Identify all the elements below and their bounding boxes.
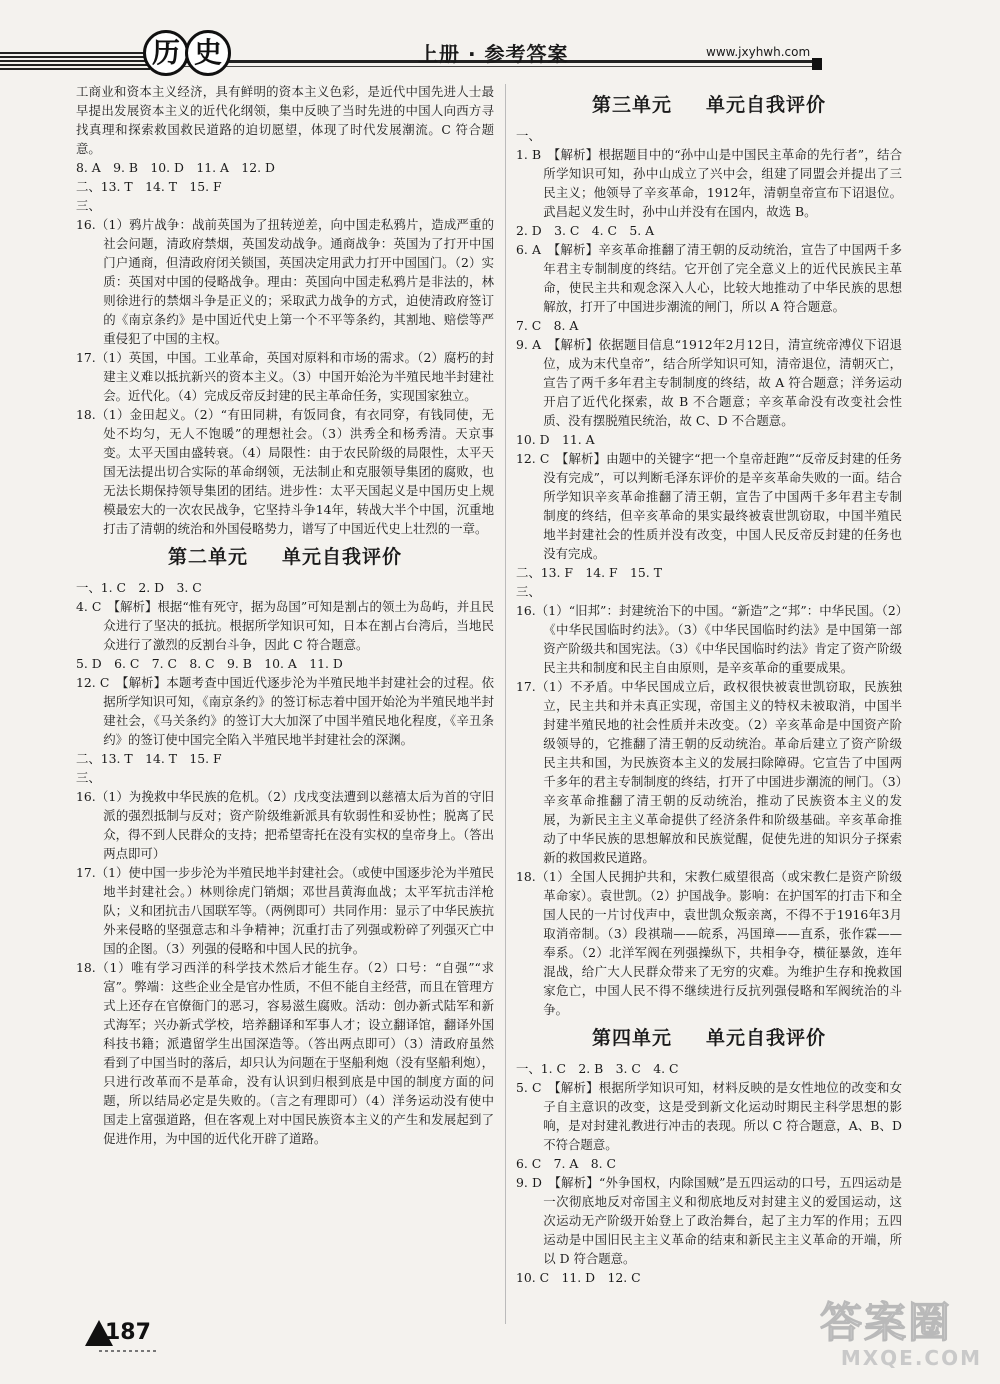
answer-line: 二、13. T 14. T 15. F (76, 179, 222, 194)
answer-item: 18.（1）金田起义。（2）“有田同耕，有饭同食，有衣同穿，有钱同使，无处不均匀，无人不饱暖”的理想社会。（3）洪秀全和杨秀清。天京事变。太平天国由盛转衰。（4）局限性：由于农民阶级的局限性，太平天国无法提出切合实际的革命纲领，无法制止和克服领导集团的腐败，也无法长期保持领导集团的团结。进步性：太平天国起义是中国历史上规模最宏大的一次农民战争，它坚持斗争14年，转战大半个中国，沉重地打击了清朝的统治和外国侵略势力，谱写了中国近代史上壮烈的一章。 (76, 407, 494, 536)
answer-item: 9. A 【解析】依据题目信息“1912年2月12日，清宣统帝溥仪下诏退位，成为末代皇帝”，结合所学知识可知，清帝退位，清朝灭亡，宣告了两千多年君主专制制度的终结，故 A 符合题意；洋务运动开启了近代化探索，故 B 不合题意；辛亥革命没有改变社会性质、没有摆脱殖民统治，故 C、D 不合题意。 (516, 337, 902, 428)
intro-paragraph: 工商业和资本主义经济，具有鲜明的资本主义色彩，是近代中国先进人士最早提出发展资本主义的近代化纲领，集中反映了当时先进的中国人向西方寻找真理和探索救国救民道路的迫切愿望，体现了时代发展潮流。C 符合题意。 (76, 84, 494, 156)
answer-line: 一、1. C 2. D 3. C (76, 580, 202, 595)
page-number: 187 (105, 1320, 151, 1345)
subject-logo-char-1: 历 (143, 30, 189, 76)
answer-item: 16.（1）“旧邦”：封建统治下的中国。“新造”之“邦”：中华民国。（2）《中华民国临时约法》。（3）《中华民国临时约法》是中国第一部资产阶级共和国宪法。（3）《中华民国临时约法》肯定了资产阶级民主共和制度和民主自由原则，是辛亥革命的重要成果。 (516, 603, 902, 675)
answer-line: 7. C 8. A (516, 318, 579, 333)
answer-line: 10. D 11. A (516, 432, 595, 447)
answer-item: 18.（1）全国人民拥护共和，宋教仁威望很高（或宋教仁是资产阶级革命家）。袁世凯。（2）护国战争。影响：在护国军的打击下和全国人民的一片讨伐声中，袁世凯众叛亲离，不得不于1916年3月取消帝制。（3）段祺瑞——皖系，冯国璋——直系，张作霖——奉系。（2）北洋军阀在列强操纵下，共相争夺，横征暴敛，连年混战，给广大人民群众带来了无穷的灾难。为维护生存和挽救国家危亡，中国人民不得不继续进行反抗列强侵略和军阀统治的斗争。 (516, 869, 902, 1017)
unit-4-number: 第四单元 (591, 1027, 672, 1049)
unit-3-title: 单元自我评价 (706, 94, 827, 116)
subject-logo-char-2: 史 (185, 30, 231, 76)
section-marker: 三、 (516, 584, 541, 599)
answer-item: 17.（1）英国，中国。工业革命，英国对原料和市场的需求。（2）腐朽的封建主义难以抵抗新兴的资本主义。（3）中国开始沦为半殖民地半封建社会。近代化。（4）完成反帝反封建的民主革命任务，实现国家独立。 (76, 350, 494, 403)
unit-4-title: 单元自我评价 (706, 1027, 827, 1049)
right-column (516, 82, 902, 1287)
answer-line: 8. A 9. B 10. D 11. A 12. D (76, 160, 275, 175)
answer-line: 10. C 11. D 12. C (516, 1270, 641, 1285)
answer-item: 12. C 【解析】本题考查中国近代逐步沦为半殖民地半封建社会的过程。依据所学知识可知，《南京条约》的签订标志着中国开始沦为半殖民地半封建社会，《马关条约》的签订大大加深了中国半殖民地化程度，《辛丑条约》的签订使中国完全陷入半殖民地半封建社会的深渊。 (76, 675, 494, 747)
answer-item: 5. C 【解析】根据所学知识可知，材料反映的是女性地位的改变和女子自主意识的改变，这是受到新文化运动时期民主科学思想的影响，是对封建礼教进行冲击的表现。所以 C 符合题意，A、B、D 不符合题意。 (516, 1080, 902, 1152)
unit-3-heading (516, 92, 902, 118)
header-stripes (0, 52, 150, 72)
left-column (76, 82, 494, 1148)
page-number-badge (85, 1318, 151, 1354)
answer-item: 16.（1）为挽救中华民族的危机。（2）戊戌变法遭到以慈禧太后为首的守旧派的强烈抵制与反对；资产阶级维新派具有软弱性和妥协性；脱离了民众，得不到人民群众的支持；把希望寄托在没有实权的皇帝身上。（答出两点即可） (76, 789, 494, 861)
answer-line: 6. C 7. A 8. C (516, 1156, 616, 1171)
unit-2-title: 单元自我评价 (282, 546, 403, 568)
answer-item: 18.（1）唯有学习西洋的科学技术然后才能生存。（2）口号：“自强”“求富”。弊端：这些企业全是官办性质，不但不能自主经营，而且在管理方式上还存在官僚衙门的恶习，容易滋生腐败。活动：创办新式陆军和新式海军；兴办新式学校，培养翻译和军事人才；设立翻译馆，翻译外国科技书籍；派遣留学生出国深造等。（答出两点即可）（3）清政府虽然看到了中国当时的落后，却只认为问题在于坚船利炮（没有坚船利炮），只进行改革而不是革命，没有认识到归根到底是中国的制度方面的问题，所以结局必定是失败的。（言之有理即可）（4）洋务运动没有使中国走上富强道路，但在客观上对中国民族资本主义的产生和发展起到了促进作用，为中国的近代化开辟了道路。 (76, 960, 494, 1146)
answer-item: 9. D 【解析】“外争国权，内除国贼”是五四运动的口号，五四运动是一次彻底地反对帝国主义和彻底地反对封建主义的爱国运动，这次运动无产阶级开始登上了政治舞台，起了主力军的作用；五四运动是中国旧民主主义革命的结束和新民主主义革命的开端，所以 D 符合题意。 (516, 1175, 902, 1266)
answer-line: 一、1. C 2. B 3. C 4. C (516, 1061, 679, 1076)
answer-line: 2. D 3. C 4. C 5. A (516, 223, 655, 238)
header-title: 上册 · 参考答案 (418, 42, 569, 66)
unit-2-heading (76, 544, 494, 570)
unit-3-number: 第三单元 (591, 94, 672, 116)
answer-item: 1. B 【解析】根据题目中的“孙中山是中国民主革命的先行者”，结合所学知识可知，孙中山成立了兴中会，组建了同盟会并提出了三民主义；他领导了辛亥革命，1912年，清朝皇帝宣布下诏退位。武昌起义发生时，孙中山并没有在国内，故选 B。 (516, 147, 902, 219)
watermark-logo (820, 1300, 990, 1380)
header-url: www.jxyhwh.com (706, 45, 811, 59)
column-divider (505, 84, 506, 1324)
section-marker: 三、 (76, 198, 101, 213)
watermark-title: 答案圈 (820, 1298, 953, 1347)
subject-logo (143, 30, 243, 80)
answer-item: 4. C 【解析】根据“惟有死守，据为岛国”可知是割占的领土为岛屿，并且民众进行了坚决的抵抗。根据所学知识可知，日本在割占台湾后，当地民众进行了激烈的反割台斗争，因此 C 符合题意。 (76, 599, 494, 652)
answer-item: 17.（1）不矛盾。中华民国成立后，政权很快被袁世凯窃取，民族独立，民主共和并未真正实现，帝国主义的特权未被取消，中国半封建半殖民地的社会性质并未改变。（2）辛亥革命是中国资产阶级领导的，它推翻了清王朝的反动统治。革命后建立了资产阶级民主共和国，为民族资本主义的发展扫除障碍。它宣告了中国两千多年的君主专制制度的终结，打开了中国进步潮流的闸门。（3）辛亥革命推翻了清王朝的反动统治，推动了民族资本主义的发展，为新民主主义革命提供了经济条件和阶级基础。辛亥革命推动了中华民族的思想解放和民族觉醒，促使先进的知识分子探索新的救国救民道路。 (516, 679, 902, 865)
header-rule-end (812, 58, 822, 70)
answer-line: 二、13. T 14. T 15. F (76, 751, 222, 766)
page-number-underline (99, 1350, 159, 1352)
watermark-domain: MXQE.COM (840, 1346, 982, 1370)
unit-4-heading (516, 1025, 902, 1051)
answer-line: 5. D 6. C 7. C 8. C 9. B 10. A 11. D (76, 656, 343, 671)
answer-item: 16.（1）鸦片战争：战前英国为了扭转逆差，向中国走私鸦片，造成严重的社会问题，清政府禁烟，英国发动战争。通商战争：英国为了打开中国门户通商，但清政府闭关锁国，英国决定用武力打开中国国门。（2）实质：英国对中国的侵略战争。理由：英国向中国走私鸦片是非法的，林则徐进行的禁烟斗争是正义的；采取武力战争的方式，迫使清政府签订的《南京条约》是中国近代史上第一个不平等条约，其割地、赔偿等严重侵犯了中国的主权。 (76, 217, 494, 346)
answer-item: 17.（1）使中国一步步沦为半殖民地半封建社会。（或使中国逐步沦为半殖民地半封建社会。）林则徐虎门销烟；邓世昌黄海血战；太平军抗击洋枪队；义和团抗击八国联军等。（两例即可）共同作用：显示了中华民族抗外来侵略的坚强意志和斗争精神；沉重打击了列强或粉碎了列强灭亡中国的企图。（3）列强的侵略和中国人民的抗争。 (76, 865, 494, 956)
answer-item: 6. A 【解析】辛亥革命推翻了清王朝的反动统治，宣告了中国两千多年君主专制制度的终结。它开创了完全意义上的近代民族民主革命，使民主共和观念深入人心，比较大地推动了中华民族的思想解放，打开了中国进步潮流的闸门，所以 A 符合题意。 (516, 242, 902, 314)
answer-item: 12. C 【解析】由题中的关键字“把一个皇帝赶跑”“反帝反封建的任务没有完成”，可以判断毛泽东评价的是辛亥革命失败的一面。结合所学知识辛亥革命推翻了清王朝，宣告了中国两千多年君主专制制度的终结，但辛亥革命的果实最终被袁世凯窃取，中国半殖民地半封建社会的性质并没有改变，中国人民反帝反封建的任务也没有完成。 (516, 451, 902, 561)
unit-2-number: 第二单元 (167, 546, 248, 568)
section-marker: 一、 (516, 128, 541, 143)
section-marker: 三、 (76, 770, 101, 785)
answer-line: 二、13. F 14. F 15. T (516, 565, 662, 580)
